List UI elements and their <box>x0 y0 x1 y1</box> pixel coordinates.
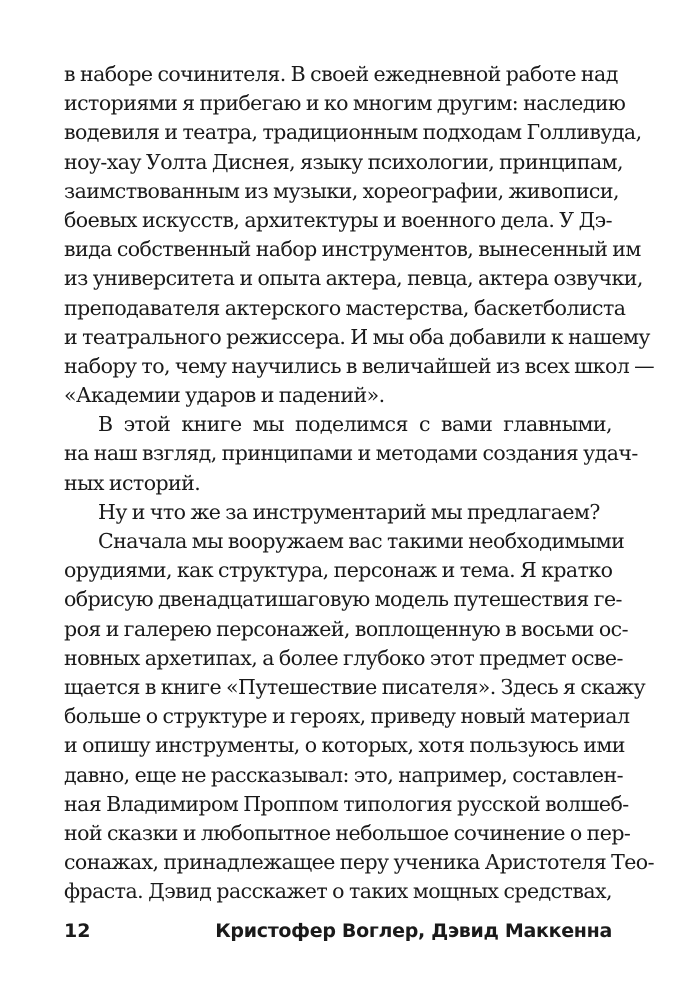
text-line-27: ной сказки и любопытное небольшое сочинение о пер- <box>64 820 631 845</box>
text-line-2: историями я прибегаю и ко многим другим: наследию <box>64 91 626 116</box>
text-line-7: вида собственный набор инструментов, вынесенный им <box>64 237 641 262</box>
text-line-12: «Академии ударов и падений». <box>64 383 385 408</box>
text-line-20: роя и галерею персонажей, воплощенную в восьми ос- <box>64 616 628 641</box>
body-text <box>64 60 655 906</box>
text-line-28: сонажах, принадлежащее перу ученика Аристотеля Тео- <box>64 850 654 875</box>
text-line-11: набору то, чему научились в величайшей из всех школ — <box>64 353 655 378</box>
text-line-16: Ну и что же за инструментарий мы предлагаем? <box>98 499 600 524</box>
text-line-22: щается в книге «Путешествие писателя». Здесь я скажу <box>64 674 646 699</box>
text-line-15: ных историй. <box>64 470 201 495</box>
text-line-5: заимствованным из музыки, хореографии, живописи, <box>64 178 619 203</box>
text-line-18: орудиями, как структура, персонаж и тема. Я кратко <box>64 558 613 583</box>
text-line-25: давно, еще не рассказывал: это, например, составлен- <box>64 762 623 787</box>
text-line-8: из университета и опыта актера, певца, актера озвучки, <box>64 266 643 291</box>
text-line-6: боевых искусств, архитектуры и военного дела. У Дэ- <box>64 207 612 232</box>
text-line-29: фраста. Дэвид расскажет о таких мощных средствах, <box>64 879 612 904</box>
text-line-19: обрисую двенадцатишаговую модель путешествия ге- <box>64 587 622 612</box>
text-line-4: ноу-хау Уолта Диснея, языку психологии, принципам, <box>64 149 623 174</box>
text-line-21: новных архетипах, а более глубоко этот предмет осве- <box>64 645 623 670</box>
text-line-26: ная Владимиром Проппом типология русской волшеб- <box>64 791 629 816</box>
text-line-1: в наборе сочинителя. В своей ежедневной работе над <box>64 62 618 86</box>
text-line-13: В этой книге мы поделимся с вами главными, <box>98 412 612 437</box>
text-line-10: и театрального режиссера. И мы оба добавили к нашему <box>64 324 650 349</box>
text-line-14: на наш взгляд, принципами и методами создания удач- <box>64 441 638 466</box>
text-line-24: и опишу инструменты, о которых, хотя пользуюсь ими <box>64 733 625 758</box>
running-title: Кристофер Воглер, Дэвид Маккенна <box>215 920 612 942</box>
text-line-17: Сначала мы вооружаем вас такими необходимыми <box>98 529 625 553</box>
text-line-9: преподавателя актерского мастерства, баскетболиста <box>64 295 626 320</box>
text-line-3: водевиля и театра, традиционным подходам Голливуда, <box>64 120 642 145</box>
page-number: 12 <box>64 920 91 942</box>
page-footer <box>64 916 612 946</box>
text-line-23: больше о структуре и героях, приведу новый материал <box>64 704 630 729</box>
